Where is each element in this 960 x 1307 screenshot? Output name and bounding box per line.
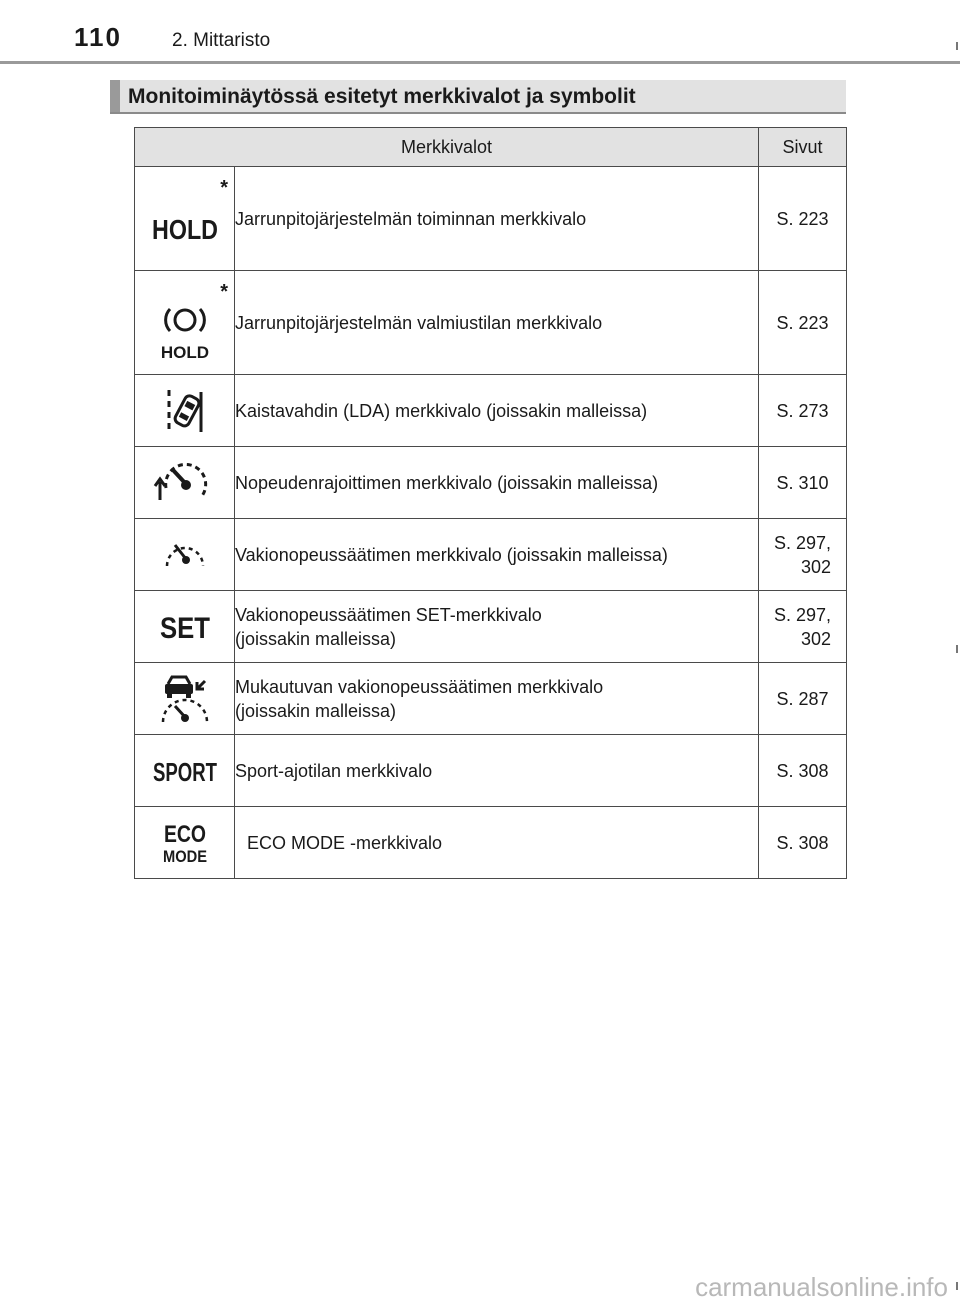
icon-cell [135,447,235,519]
icon-cell [135,735,235,807]
column-header-indicators: Merkkivalot [135,128,759,167]
icon-cell [135,807,235,879]
icon-cell [135,591,235,663]
hold-icon [145,208,225,248]
page-reference: S. 223 [759,167,847,271]
set-icon [150,607,220,647]
asterisk: * [220,177,228,199]
lane-departure-icon [155,386,215,436]
table-row [135,271,847,375]
indicator-description-line: (joissakin malleissa) [235,628,397,649]
indicator-description: Vakionopeussäätimen merkkivalo (joissakin malleissa) [235,519,759,591]
table-row [135,735,847,807]
icon-cell [135,375,235,447]
eco-mode-icon-text: ECO [163,820,206,848]
sport-mode-icon-text: SPORT [152,756,217,787]
indicator-description: Jarrunpitojärjestelmän valmiustilan merkkivalo [235,271,759,375]
cruise-control-icon [155,532,215,578]
indicator-description-line: Vakionopeussäätimen SET-merkkivalo [235,604,542,625]
chapter-title: 2. Mittaristo [172,30,271,51]
page-reference: S. 308 [759,735,847,807]
watermark: carmanualsonline.info [695,1272,948,1302]
table-row [135,167,847,271]
indicator-description: Sport-ajotilan merkkivalo [235,735,759,807]
icon-cell [135,663,235,735]
page-reference: S. 287 [759,663,847,735]
speed-limiter-icon [153,458,217,508]
indicator-description: ECO MODE -merkkivalo [235,807,759,879]
sport-mode-icon [145,753,225,789]
icon-cell [135,519,235,591]
icon-cell [135,271,235,375]
table-row [135,663,847,735]
table-row [135,519,847,591]
column-header-pages: Sivut [759,128,847,167]
indicator-table [134,127,847,879]
section-title: Monitoiminäytössä esitetyt merkkivalot ja symbolit [128,85,636,108]
indicator-description-line: (joissakin malleissa) [235,700,397,721]
table-row [135,807,847,879]
header-rule [0,61,960,64]
page-reference-line: S. 297, [773,604,832,625]
indicator-description-line: Mukautuvan vakionopeussäätimen merkkivalo [235,676,604,697]
hold-icon-text: HOLD [151,213,218,245]
page-reference: S. 223 [759,271,847,375]
table-header-row [135,128,847,167]
brake-hold-standby-icon-text: HOLD [160,342,209,362]
page-reference-line: S. 297, [773,532,832,553]
page-reference-line: 302 [800,628,832,649]
set-icon-text: SET [159,611,210,645]
eco-mode-icon [150,818,220,868]
page-number: 110 [74,22,122,52]
page-reference-line: 302 [800,556,832,577]
indicator-description: Kaistavahdin (LDA) merkkivalo (joissakin malleissa) [235,375,759,447]
page-reference: S. 308 [759,807,847,879]
indicator-description: Jarrunpitojärjestelmän toiminnan merkkivalo [235,167,759,271]
indicator-description [235,591,759,663]
table-row [135,375,847,447]
indicator-description: Nopeudenrajoittimen merkkivalo (joissakin malleissa) [235,447,759,519]
edge-mark [956,42,958,50]
page-reference [759,519,847,591]
icon-cell [135,167,235,271]
table-row [135,447,847,519]
edge-mark [956,645,958,653]
eco-mode-icon-text: MODE [162,846,207,866]
page-reference: S. 310 [759,447,847,519]
edge-mark [956,1282,958,1290]
adaptive-cruise-icon [153,672,217,726]
indicator-description [235,663,759,735]
brake-hold-standby-icon [155,300,215,364]
asterisk: * [220,281,228,303]
page-reference [759,591,847,663]
section-title-bar [110,80,846,114]
section-title-accent [110,80,120,112]
table-row [135,591,847,663]
page-reference: S. 273 [759,375,847,447]
